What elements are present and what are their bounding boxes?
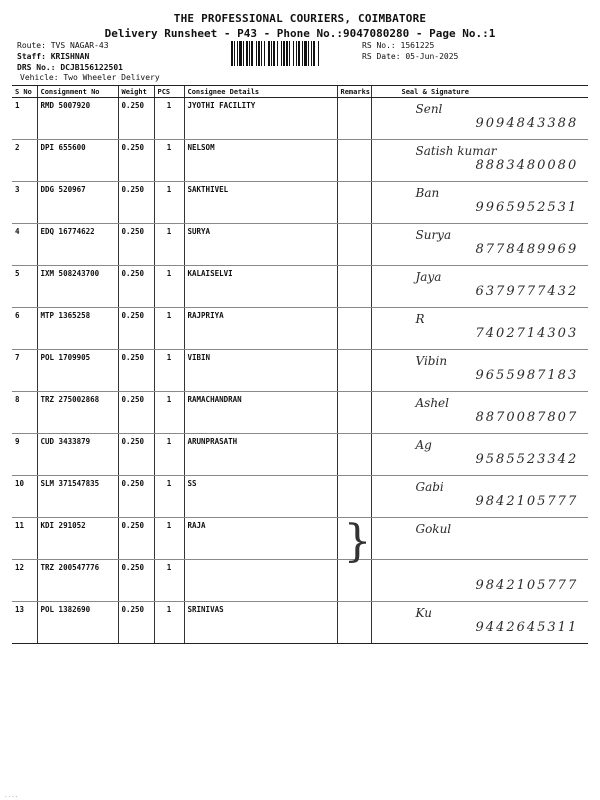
vehicle-label: Vehicle:	[20, 73, 59, 82]
handwritten-phone: 7402714303	[475, 326, 579, 341]
col-header-weight: Weight	[118, 86, 154, 98]
table-header-row	[12, 86, 588, 98]
weight-cell: 0.250	[118, 140, 154, 182]
handwritten-name: Satish kumar	[415, 144, 497, 158]
consignment-cell: RMD 5007920	[37, 98, 118, 140]
remarks-cell	[337, 392, 371, 434]
sno-cell: 3	[12, 182, 37, 224]
remarks-cell	[337, 308, 371, 350]
signature-cell	[371, 602, 588, 644]
weight-cell: 0.250	[118, 392, 154, 434]
handwritten-phone: 8778489969	[475, 242, 579, 257]
handwritten-name: Ban	[415, 186, 440, 200]
col-header-remarks: Remarks	[337, 86, 371, 98]
sno-cell: 12	[12, 560, 37, 602]
consignee-cell	[184, 560, 337, 602]
sno-cell: 9	[12, 434, 37, 476]
pcs-cell: 1	[154, 476, 184, 518]
drs-label: DRS No.:	[17, 63, 56, 72]
consignment-cell: KDI 291052	[37, 518, 118, 560]
remarks-cell	[337, 140, 371, 182]
consignee-cell: JYOTHI FACILITY	[184, 98, 337, 140]
vehicle-line	[20, 73, 160, 83]
pcs-cell: 1	[154, 98, 184, 140]
consignee-cell: SAKTHIVEL	[184, 182, 337, 224]
pcs-cell: 1	[154, 266, 184, 308]
table-row	[12, 266, 588, 308]
pcs-cell: 1	[154, 560, 184, 602]
runsheet-subtitle: Delivery Runsheet - P43 - Phone No.:9047080280 - Page No.:1	[104, 27, 496, 40]
signature-cell	[371, 560, 588, 602]
consignee-cell: VIBIN	[184, 350, 337, 392]
consignment-cell: MTP 1365258	[37, 308, 118, 350]
consignee-cell: SURYA	[184, 224, 337, 266]
handwritten-name: Senl	[415, 102, 443, 116]
sno-cell: 1	[12, 98, 37, 140]
weight-cell: 0.250	[118, 560, 154, 602]
sno-cell: 5	[12, 266, 37, 308]
handwritten-name: Surya	[415, 228, 452, 242]
sno-cell: 8	[12, 392, 37, 434]
handwritten-name: Gokul	[415, 522, 452, 536]
handwritten-phone: 9842105777	[475, 578, 579, 593]
staff-line	[17, 52, 89, 62]
remarks-cell	[337, 182, 371, 224]
handwritten-phone: 8870087807	[475, 410, 579, 425]
company-title: THE PROFESSIONAL COURIERS, COIMBATORE	[173, 12, 427, 25]
route-value: TVS NAGAR-43	[50, 41, 109, 50]
sno-cell: 6	[12, 308, 37, 350]
rs-no-label: RS No.:	[362, 41, 396, 50]
consignment-cell: CUD 3433879	[37, 434, 118, 476]
sno-cell: 11	[12, 518, 37, 560]
handwritten-name: Jaya	[415, 270, 442, 284]
consignee-cell: NELSOM	[184, 140, 337, 182]
table-row	[12, 560, 588, 602]
table-row	[12, 518, 588, 560]
consignment-cell: TRZ 275002868	[37, 392, 118, 434]
drs-value: DCJB156122501	[60, 63, 123, 72]
consignment-cell: POL 1382690	[37, 602, 118, 644]
route-line	[17, 41, 109, 51]
table-row	[12, 476, 588, 518]
handwritten-phone: 9965952531	[475, 200, 579, 215]
consignment-cell: TRZ 200547776	[37, 560, 118, 602]
handwritten-name: Ag	[415, 438, 432, 452]
handwritten-name: Ku	[415, 606, 432, 620]
rs-no-line	[362, 41, 434, 51]
signature-cell	[371, 266, 588, 308]
remarks-cell	[337, 602, 371, 644]
vehicle-value: Two Wheeler Delivery	[63, 73, 160, 82]
consignment-cell: DDG 520967	[37, 182, 118, 224]
pcs-cell: 1	[154, 140, 184, 182]
remarks-cell	[337, 266, 371, 308]
weight-cell: 0.250	[118, 350, 154, 392]
staff-label: Staff:	[17, 52, 46, 61]
table-row	[12, 224, 588, 266]
table-row	[12, 434, 588, 476]
pcs-cell: 1	[154, 182, 184, 224]
signature-cell	[371, 140, 588, 182]
consignee-cell: KALAISELVI	[184, 266, 337, 308]
handwritten-phone: 6379777432	[475, 284, 579, 299]
signature-cell	[371, 518, 588, 560]
pcs-cell: 1	[154, 350, 184, 392]
sno-cell: 10	[12, 476, 37, 518]
remarks-cell	[337, 98, 371, 140]
handwritten-phone: 9585523342	[475, 452, 579, 467]
barcode-image	[231, 41, 346, 66]
table-row	[12, 392, 588, 434]
table-row	[12, 182, 588, 224]
weight-cell: 0.250	[118, 266, 154, 308]
handwritten-name: Vibin	[415, 354, 448, 368]
weight-cell: 0.250	[118, 602, 154, 644]
signature-cell	[371, 182, 588, 224]
rs-date-line	[362, 52, 458, 62]
consignee-cell: SS	[184, 476, 337, 518]
rs-date-label: RS Date:	[362, 52, 401, 61]
consignment-cell: IXM 508243700	[37, 266, 118, 308]
handwritten-name: Ashel	[415, 396, 449, 410]
handwritten-phone: 9842105777	[475, 494, 579, 509]
weight-cell: 0.250	[118, 98, 154, 140]
pcs-cell: 1	[154, 602, 184, 644]
sno-cell: 4	[12, 224, 37, 266]
signature-cell	[371, 392, 588, 434]
sno-cell: 13	[12, 602, 37, 644]
staff-value: KRISHNAN	[50, 52, 90, 61]
col-header-consignee: Consignee Details	[184, 86, 337, 98]
remarks-cell	[337, 476, 371, 518]
sno-cell: 7	[12, 350, 37, 392]
table-row	[12, 350, 588, 392]
signature-cell	[371, 476, 588, 518]
footer-mark: ....	[4, 792, 19, 799]
signature-cell	[371, 224, 588, 266]
handwritten-phone: 9442645311	[475, 620, 579, 635]
weight-cell: 0.250	[118, 182, 154, 224]
runsheet-table	[12, 85, 588, 644]
sno-cell: 2	[12, 140, 37, 182]
pcs-cell: 1	[154, 518, 184, 560]
consignee-cell: RAJA	[184, 518, 337, 560]
table-row	[12, 98, 588, 140]
route-label: Route:	[17, 41, 46, 50]
handwritten-name: Gabi	[415, 480, 444, 494]
remarks-cell	[337, 224, 371, 266]
weight-cell: 0.250	[118, 308, 154, 350]
consignment-cell: POL 1709905	[37, 350, 118, 392]
signature-cell	[371, 434, 588, 476]
rs-no-value: 1561225	[400, 41, 435, 50]
pcs-cell: 1	[154, 434, 184, 476]
consignment-cell: SLM 371547835	[37, 476, 118, 518]
drs-line	[17, 63, 123, 73]
remarks-brace-mark: }	[343, 516, 372, 567]
col-header-consignment: Consignment No	[37, 86, 118, 98]
rs-date-value: 05-Jun-2025	[405, 52, 459, 61]
signature-cell	[371, 350, 588, 392]
col-header-seal: Seal & Signature	[371, 86, 588, 98]
handwritten-phone: 9094843388	[475, 116, 579, 131]
weight-cell: 0.250	[118, 518, 154, 560]
remarks-cell	[337, 350, 371, 392]
signature-cell	[371, 308, 588, 350]
consignee-cell: ARUNPRASATH	[184, 434, 337, 476]
consignment-cell: EDQ 16774622	[37, 224, 118, 266]
consignee-cell: SRINIVAS	[184, 602, 337, 644]
handwritten-name: R	[415, 312, 425, 326]
remarks-cell	[337, 516, 372, 567]
pcs-cell: 1	[154, 392, 184, 434]
pcs-cell: 1	[154, 308, 184, 350]
table-row	[12, 602, 588, 644]
signature-cell	[371, 98, 588, 140]
weight-cell: 0.250	[118, 224, 154, 266]
handwritten-phone: 8883480080	[475, 158, 579, 173]
consignee-cell: RAMACHANDRAN	[184, 392, 337, 434]
handwritten-phone: 9655987183	[475, 368, 579, 383]
consignment-cell: DPI 655600	[37, 140, 118, 182]
weight-cell: 0.250	[118, 434, 154, 476]
col-header-pcs: PCS	[154, 86, 184, 98]
table-row	[12, 308, 588, 350]
weight-cell: 0.250	[118, 476, 154, 518]
pcs-cell: 1	[154, 224, 184, 266]
remarks-cell	[337, 434, 371, 476]
col-header-sno: S No	[12, 86, 37, 98]
consignee-cell: RAJPRIYA	[184, 308, 337, 350]
table-row	[12, 140, 588, 182]
